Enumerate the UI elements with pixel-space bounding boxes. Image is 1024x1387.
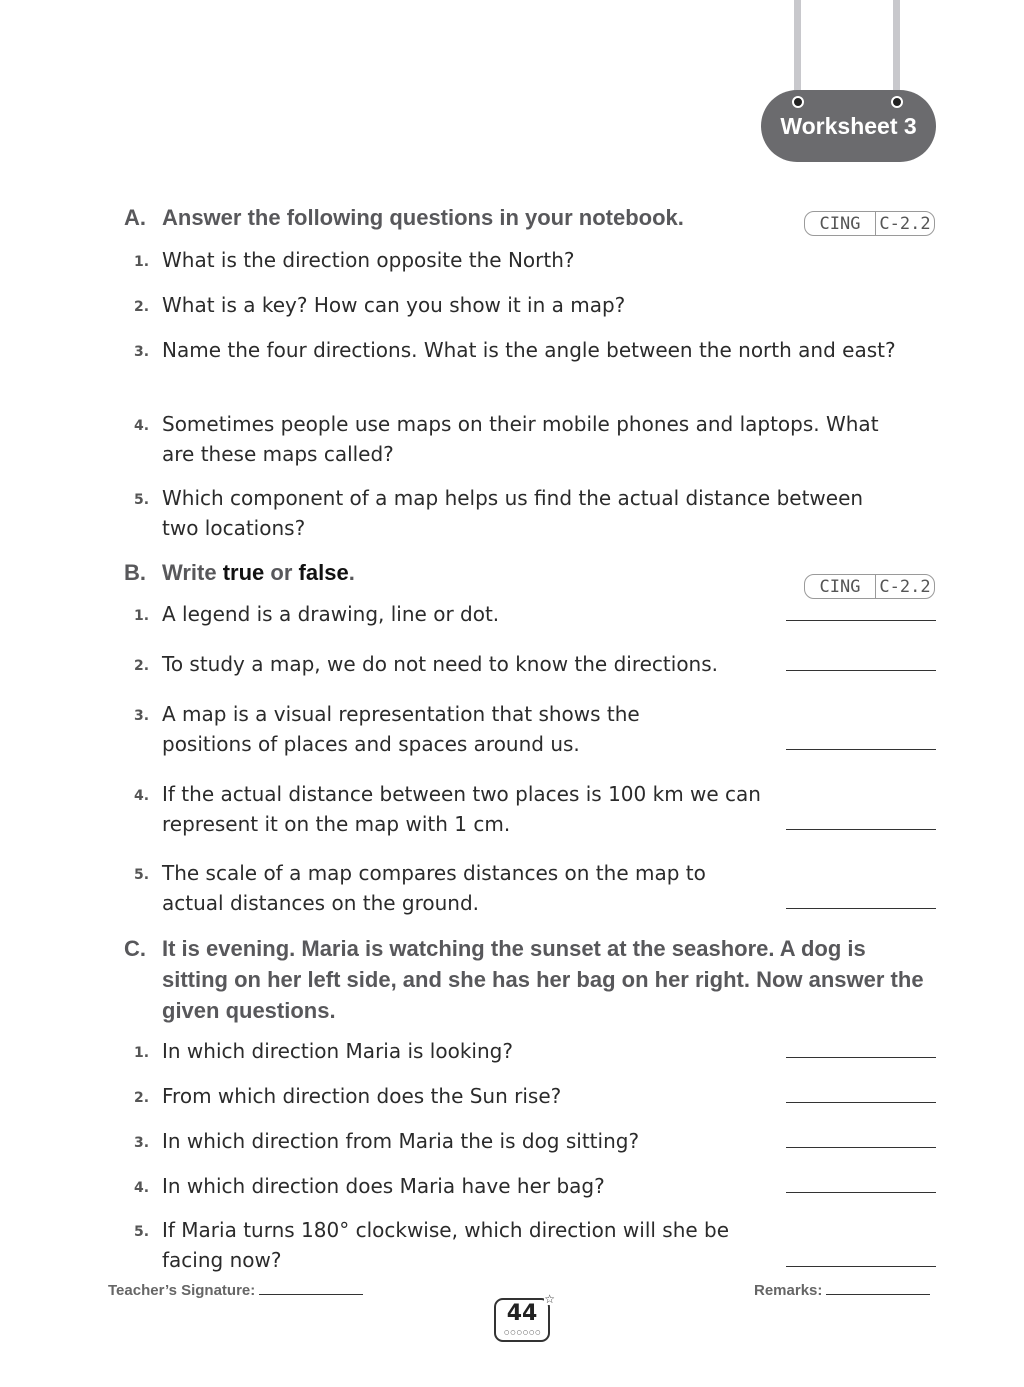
question-number: 3.	[134, 708, 150, 724]
question-text: If Maria turns 180° clockwise, which direction will she be facing now?	[162, 1218, 730, 1272]
question-b2	[124, 649, 794, 679]
badge-level: C-2.2	[879, 576, 931, 597]
remarks-label: Remarks:	[754, 1282, 823, 1299]
section-a-heading	[124, 205, 684, 231]
answer-line-c1[interactable]	[786, 1057, 936, 1058]
question-text: What is a key? How can you show it in a map?	[162, 293, 626, 317]
question-number: 2.	[134, 658, 150, 674]
tag-hole-left	[792, 96, 804, 108]
question-text: From which direction does the Sun rise?	[162, 1084, 562, 1108]
tag-hole-right	[891, 96, 903, 108]
badge-code: CING	[805, 575, 876, 598]
answer-line-c4[interactable]	[786, 1192, 936, 1193]
tag-hanger-left	[794, 0, 801, 100]
teacher-signature-line[interactable]	[259, 1294, 363, 1295]
question-number: 5.	[134, 492, 150, 508]
question-number: 4.	[134, 1180, 150, 1196]
heading-false: false	[298, 560, 349, 585]
question-text: A map is a visual representation that shows the positions of places and spaces around us.	[162, 702, 640, 756]
question-text: In which direction from Maria the is dog sitting?	[162, 1129, 640, 1153]
section-b-heading	[124, 560, 355, 586]
question-c3	[124, 1126, 764, 1156]
question-text: To study a map, we do not need to know the directions.	[162, 652, 719, 676]
question-a1	[124, 245, 914, 275]
star-icon: ☆	[544, 1292, 555, 1306]
question-number: 2.	[134, 299, 150, 315]
question-text: Name the four directions. What is the angle between the north and east?	[162, 338, 896, 362]
question-text: If the actual distance between two places is 100 km we can represent it on the map with 1 cm.	[162, 782, 761, 836]
heading-text: or	[270, 560, 293, 585]
answer-line-b3[interactable]	[786, 749, 936, 750]
question-b1	[124, 599, 764, 629]
section-letter: B.	[124, 560, 146, 585]
question-number: 1.	[134, 1045, 150, 1061]
question-b3	[124, 699, 724, 759]
question-text: What is the direction opposite the North?	[162, 248, 575, 272]
tag-hanger-right	[893, 0, 900, 100]
question-b5	[124, 858, 764, 918]
question-number: 5.	[134, 867, 150, 883]
page-number-box	[494, 1292, 555, 1342]
answer-line-b5[interactable]	[786, 908, 936, 909]
answer-line-c2[interactable]	[786, 1102, 936, 1103]
remarks	[754, 1282, 930, 1299]
page-number: 44	[506, 1301, 538, 1326]
teacher-signature-label: Teacher’s Signature:	[108, 1282, 256, 1299]
question-number: 2.	[134, 1090, 150, 1106]
question-a3	[124, 335, 914, 365]
question-text: The scale of a map compares distances on the map to actual distances on the ground.	[162, 861, 706, 915]
question-number: 3.	[134, 344, 150, 360]
answer-line-c5[interactable]	[786, 1266, 936, 1267]
teacher-signature	[108, 1282, 363, 1299]
answer-line-b1[interactable]	[786, 620, 936, 621]
question-c4	[124, 1171, 764, 1201]
question-c1	[124, 1036, 764, 1066]
answer-line-b4[interactable]	[786, 829, 936, 830]
section-a-badge	[804, 211, 935, 236]
worksheet-title: Worksheet 3	[761, 90, 936, 162]
section-c-title: It is evening. Maria is watching the sunset at the seashore. A dog is sitting on her left side, and she has her bag on her right. Now answer the given questions.	[162, 936, 924, 1023]
question-number: 4.	[134, 788, 150, 804]
section-b-badge	[804, 574, 935, 599]
question-a2	[124, 290, 914, 320]
remarks-line[interactable]	[826, 1294, 930, 1295]
badge-code: CING	[805, 212, 876, 235]
question-number: 1.	[134, 254, 150, 270]
question-a4	[124, 409, 914, 469]
badge-level: C-2.2	[879, 213, 931, 234]
section-letter: C.	[124, 936, 146, 961]
question-text: Sometimes people use maps on their mobile phones and laptops. What are these maps called?	[162, 412, 879, 466]
section-c-heading	[124, 933, 924, 1026]
decorative-dots-icon: ○○○○○○	[504, 1329, 542, 1336]
question-number: 3.	[134, 1135, 150, 1151]
section-a-title: Answer the following questions in your notebook.	[162, 205, 684, 230]
answer-line-c3[interactable]	[786, 1147, 936, 1148]
question-c5	[124, 1215, 764, 1275]
heading-text: .	[348, 560, 355, 585]
question-text: In which direction Maria is looking?	[162, 1039, 513, 1063]
heading-text: Write	[162, 560, 217, 585]
question-text: In which direction does Maria have her bag?	[162, 1174, 605, 1198]
answer-line-b2[interactable]	[786, 670, 936, 671]
question-c2	[124, 1081, 764, 1111]
question-number: 4.	[134, 418, 150, 434]
section-letter: A.	[124, 205, 146, 230]
question-text: Which component of a map helps us find the actual distance between two locations?	[162, 486, 864, 540]
heading-true: true	[222, 560, 265, 585]
question-b4	[124, 779, 764, 839]
question-a5	[124, 483, 884, 543]
question-text: A legend is a drawing, line or dot.	[162, 602, 500, 626]
question-number: 1.	[134, 608, 150, 624]
question-number: 5.	[134, 1224, 150, 1240]
